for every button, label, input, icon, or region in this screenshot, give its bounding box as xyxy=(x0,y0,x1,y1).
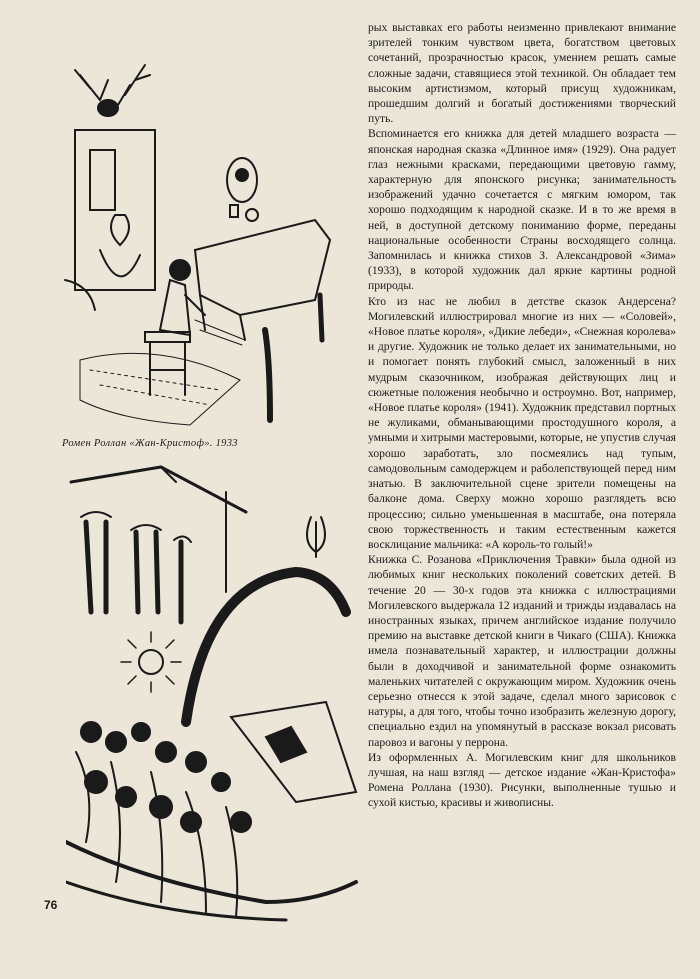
illustration-caption: Ромен Роллан «Жан-Кристоф». 1933 xyxy=(62,438,238,449)
piano-room-illustration xyxy=(60,40,360,430)
article-text-column xyxy=(368,20,676,811)
paragraph: Вспоминается его книжка для детей младшего возраста — японская народная сказка «Длинное имя» (1929). Она радует глаз нежными красками, передающими цветовую гамму, характерную для японского рисунка; занимательность изображений удачно сочетается с мягким юмором, так хорошо подходящим к народной сказке. И в то же время в ней, в доступной детскому пониманию форме, переданы национальные особенности Страны восходящего солнца. Запомнилась и книжка стихов З. Александровой «Зима» (1933), в которой художник дал яркие картины родной природы. xyxy=(368,127,676,293)
page-number: 76 xyxy=(44,898,58,912)
paragraph: Книжка С. Розанова «Приключения Травки» была одной из любимых книг нескольких поколений советских детей. В течение 20 — 30-х годов эта книжка с иллюстрациями Могилевского выдержала 12 изданий и трижды издавалась на иностранных языках, причем английское издание получило премию на выставке детской книги в Чикаго (США). Книжка имела познавательный характер, и иллюстрации должны были в доходчивой и занимательной форме ознакомить маленьких читателей с окружающим миром. Художник очень серьезно отнесся к этой задаче, сделал много зарисовок с натуры, а для того, чтобы точно изобразить железную дорогу, специально ездил на упомянутый в рассказе вокзал рисовать паровоз и вагоны у перрона. xyxy=(368,553,676,749)
paragraph: Из оформленных А. Могилевским книг для школьников лучшая, на наш взгляд — детское издание «Жан-Кристофа» Ромена Роллана (1930). Рисунки, выполненные тушью и сухой кистью, красивы и живописны. xyxy=(368,750,676,810)
paragraph: рых выставках его работы неизменно привлекают внимание зрителей тонким чувством цвета, богатством цветовых сочетаний, прозрачностью красок, умением решать самые сложные задачи, ставящиеся этой техникой. Он обладает тем высоким артистизмом, который присущ художникам, прошедшим долгий и богатый достижениями творческий путь. xyxy=(368,21,676,126)
concert-hall-illustration xyxy=(66,462,366,922)
paragraph: Кто из нас не любил в детстве сказок Андерсена? Могилевский иллюстрировал многие из них — «Соловей», «Новое платье короля», «Дикие лебеди», «Снежная королева» и другие. Художник не только делает их занимательными, но и помогает понять глубокий смысл, заложенный в них мудрым сказочником, изображая действующих лиц и сюжетные положения необычно и остроумно. Вот, например, «Новое платье короля» (1941). Художник представил портных не жуликами, обманывающими простодушного короля, а умными и хитрыми мастеровыми, которые, не упустив случая хорошо заработать, зло посмеялись над тупым, самодовольным самодержцем и раболепствующей перед ним знатью. В заключительной сцене зрители помещены на балконе дома. Сверху можно хорошо разглядеть всю процессию; сильно уменьшенная в масштабе, она потеряла свою торжественность и таким естественным кажется восклицание мальчика: «А король-то голый!» xyxy=(368,294,676,551)
